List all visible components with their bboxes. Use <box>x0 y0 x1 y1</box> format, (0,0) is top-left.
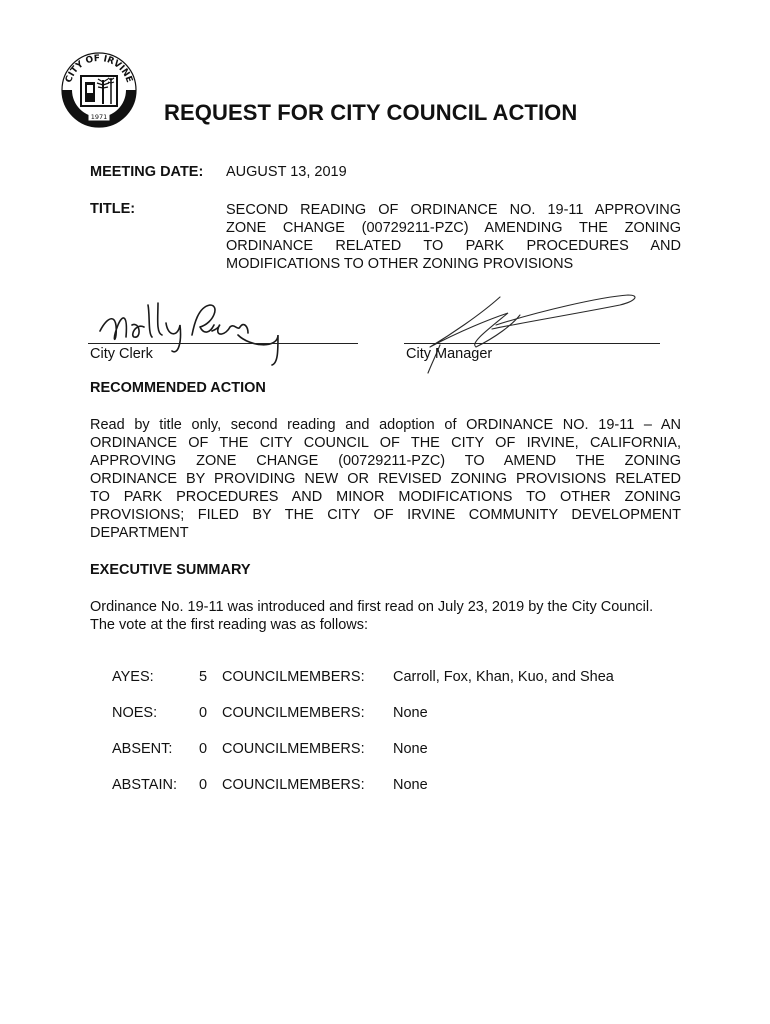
recommended-line: Read by title only, second reading and adoption of ORDINANCE NO. 19-11 – AN <box>90 417 681 433</box>
vote-count: 5 <box>199 669 208 685</box>
executive-line: The vote at the first reading was as follows: <box>90 617 369 633</box>
recommended-line: ORDINANCE BY PROVIDING NEW OR REVISED ZONING PROVISIONS RELATED <box>90 471 681 487</box>
vote-count: 0 <box>199 705 208 721</box>
vote-count: 0 <box>199 777 208 793</box>
title-line: ORDINANCE RELATED TO PARK PROCEDURES AND <box>226 238 681 254</box>
meeting-date-value: AUGUST 13, 2019 <box>226 164 347 180</box>
title-line: ZONE CHANGE (00729211-PZC) AMENDING THE ZONING <box>226 220 681 236</box>
page-title: REQUEST FOR CITY COUNCIL ACTION <box>164 100 578 125</box>
title-label: TITLE: <box>90 201 136 217</box>
seal-arc-text: CITY OF IRVINE <box>64 53 134 85</box>
vote-group: COUNCILMEMBERS: <box>222 741 365 757</box>
seal-year: 1971 <box>90 113 108 121</box>
recommended-action-body <box>90 416 681 542</box>
executive-line: Ordinance No. 19-11 was introduced and first read on July 23, 2019 by the City Council. <box>90 599 654 615</box>
city-manager-signature-line <box>404 343 660 344</box>
recommended-line: DEPARTMENT <box>90 525 189 541</box>
city-manager-label: City Manager <box>406 346 493 362</box>
vote-names: Carroll, Fox, Khan, Kuo, and Shea <box>393 669 614 685</box>
vote-group: COUNCILMEMBERS: <box>222 705 365 721</box>
vote-group: COUNCILMEMBERS: <box>222 777 365 793</box>
recommended-line: ORDINANCE OF THE CITY COUNCIL OF THE CITY OF IRVINE, CALIFORNIA, <box>90 435 681 451</box>
vote-label: NOES: <box>112 705 158 721</box>
vote-names: None <box>393 777 428 793</box>
meeting-date-label: MEETING DATE: <box>90 164 204 180</box>
vote-count: 0 <box>199 741 208 757</box>
city-clerk-signature-line <box>88 343 358 344</box>
title-line: SECOND READING OF ORDINANCE NO. 19-11 APPROVING <box>226 202 681 218</box>
vote-group: COUNCILMEMBERS: <box>222 669 365 685</box>
city-manager-signature <box>400 285 660 380</box>
vote-label: AYES: <box>112 669 154 685</box>
vote-names: None <box>393 705 428 721</box>
title-text <box>226 201 681 273</box>
vote-names: None <box>393 741 428 757</box>
executive-summary-body <box>90 598 690 634</box>
recommended-line: APPROVING ZONE CHANGE (00729211-PZC) TO AMEND THE ZONING <box>90 453 681 469</box>
city-seal <box>56 44 142 130</box>
title-line: MODIFICATIONS TO OTHER ZONING PROVISIONS <box>226 256 574 272</box>
recommended-action-heading: RECOMMENDED ACTION <box>90 380 266 396</box>
city-clerk-label: City Clerk <box>90 346 153 362</box>
vote-label: ABSENT: <box>112 741 173 757</box>
city-seal-icon <box>56 44 142 130</box>
recommended-line: TO PARK PROCEDURES AND MINOR MODIFICATIONS TO OTHER ZONING <box>90 489 681 505</box>
vote-label: ABSTAIN: <box>112 777 177 793</box>
executive-summary-heading: EXECUTIVE SUMMARY <box>90 562 251 578</box>
recommended-line: PROVISIONS; FILED BY THE CITY OF IRVINE COMMUNITY DEVELOPMENT <box>90 507 681 523</box>
manager-signature-icon <box>400 285 660 380</box>
